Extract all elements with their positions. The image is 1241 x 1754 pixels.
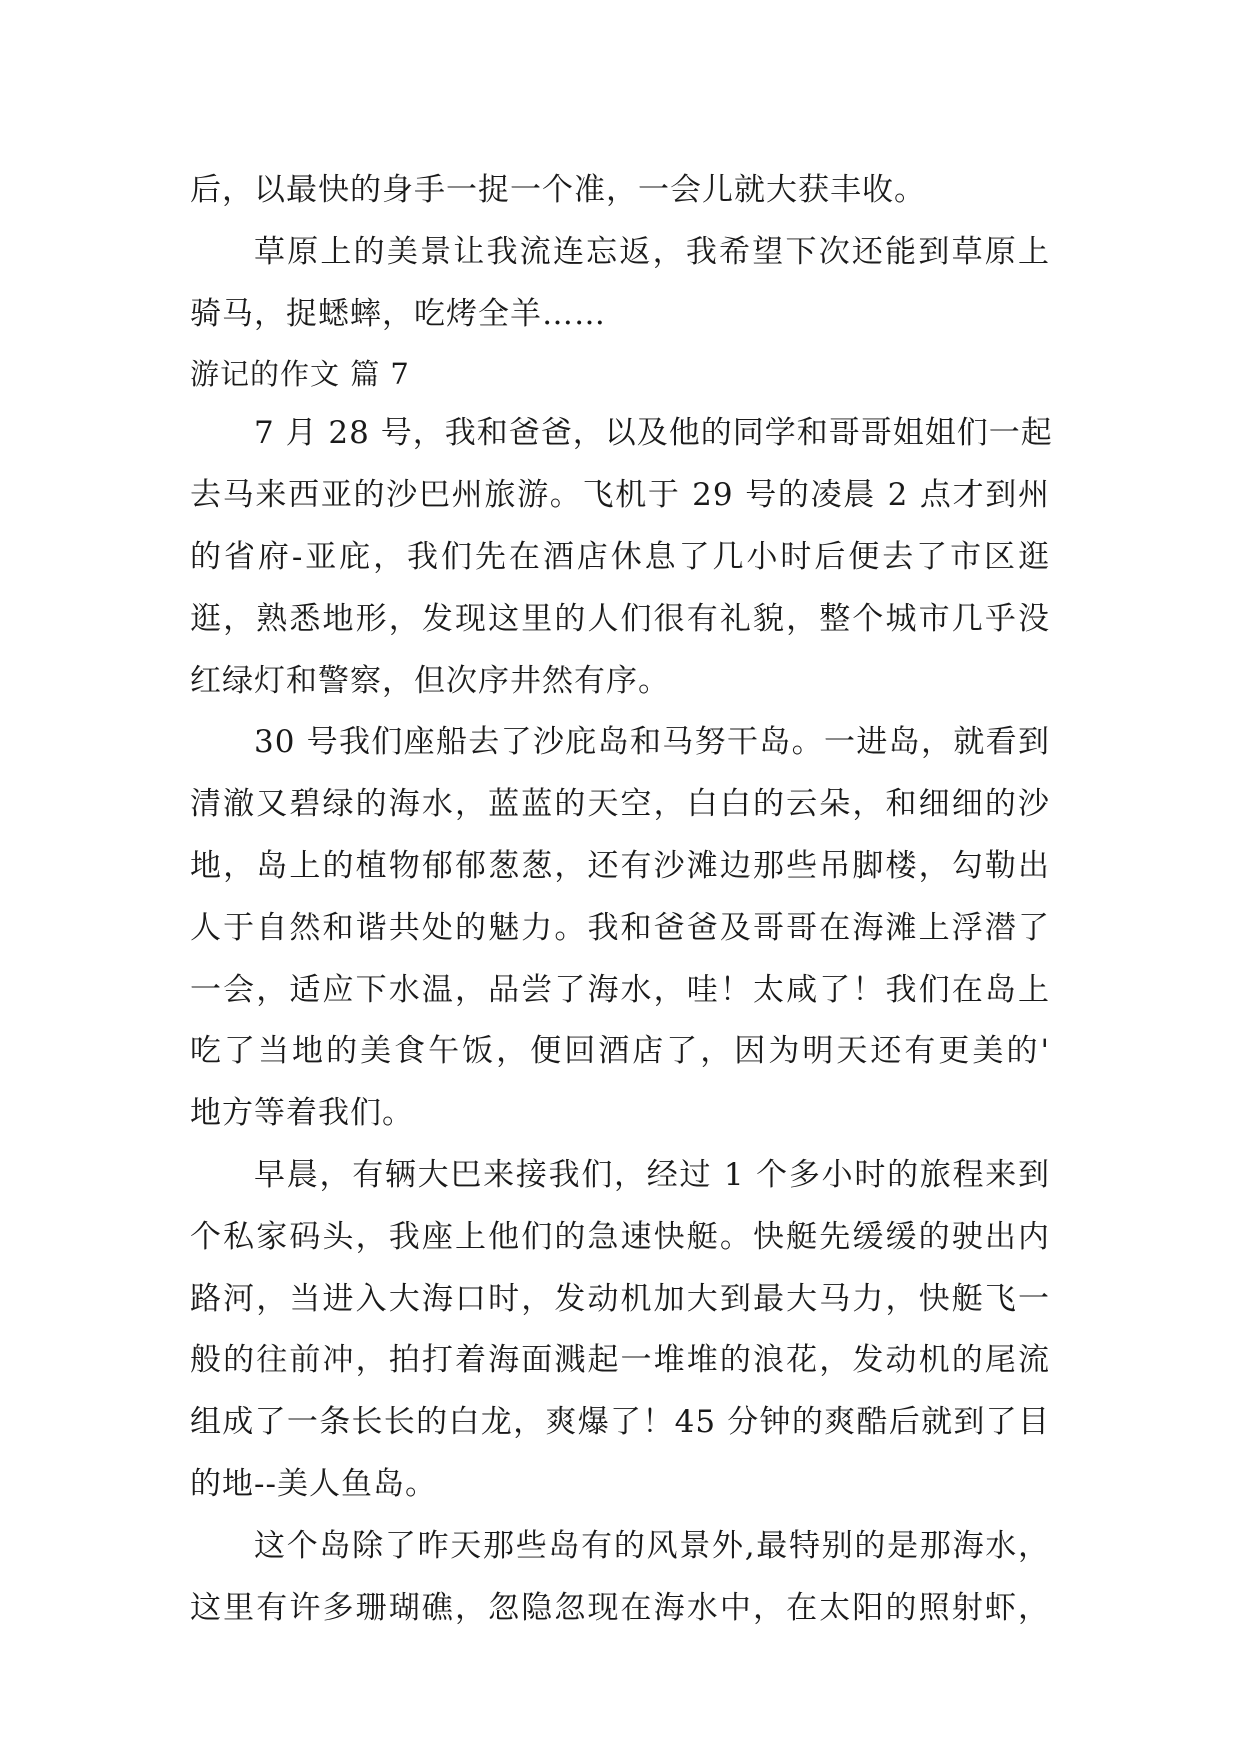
paragraph xyxy=(190,1145,1050,1516)
text-line-content: 路河，当进入大海口时，发动机加大到最大马力，快艇飞一 xyxy=(190,1280,1050,1317)
text-line-content: 般的往前冲，拍打着海面溅起一堆堆的浪花，发动机的尾流 xyxy=(190,1342,1050,1379)
text-line xyxy=(190,403,1053,465)
text-line-content: 人于自然和谐共处的魅力。我和爸爸及哥哥在海滩上浮潜了 xyxy=(190,909,1050,946)
text-line xyxy=(190,1207,1050,1269)
text-line xyxy=(190,836,1050,898)
text-line xyxy=(190,712,1050,774)
text-line-content: 早晨，有辆大巴来接我们，经过 1 个多小时的旅程来到 xyxy=(254,1156,1050,1193)
text-line xyxy=(190,774,1050,836)
text-line-content: 这个岛除了昨天那些岛有的风景外,最特别的是那海水， xyxy=(254,1527,1050,1564)
text-line xyxy=(190,651,1050,713)
text-line xyxy=(190,960,1050,1022)
text-line xyxy=(190,1516,1050,1578)
paragraph xyxy=(190,403,1053,712)
text-line-content: 7 月 28 号，我和爸爸，以及他的同学和哥哥姐姐们一起 xyxy=(254,415,1053,452)
text-line xyxy=(190,465,1050,527)
text-line-content: 地方等着我们。 xyxy=(190,1095,414,1132)
text-line-content: 的省府-亚庇，我们先在酒店休息了几小时后便去了市区逛 xyxy=(190,538,1050,575)
text-line-content: 吃了当地的美食午饭，便回酒店了，因为明天还有更美的' xyxy=(190,1033,1050,1070)
paragraph xyxy=(190,222,1050,346)
text-line-content: 的地--美人鱼岛。 xyxy=(190,1465,437,1502)
text-line xyxy=(190,1454,1050,1516)
text-line-content: 地，岛上的植物郁郁葱葱，还有沙滩边那些吊脚楼，勾勒出 xyxy=(190,847,1050,884)
section-heading: 游记的作文 篇 7 xyxy=(190,357,410,392)
text-line xyxy=(190,222,1050,284)
text-line xyxy=(190,898,1050,960)
text-line xyxy=(190,1021,1050,1083)
paragraph-fragment xyxy=(190,160,1050,222)
text-line-content: 草原上的美景让我流连忘返，我希望下次还能到草原上 xyxy=(254,233,1050,270)
text-line xyxy=(190,1578,1050,1640)
text-line-content: 个私家码头，我座上他们的急速快艇。快艇先缓缓的驶出内 xyxy=(190,1218,1050,1255)
paragraph xyxy=(190,1516,1050,1640)
text-line xyxy=(190,589,1050,651)
text-line xyxy=(190,1145,1050,1207)
text-line xyxy=(190,160,1050,222)
text-line xyxy=(190,1083,1050,1145)
text-line-content: 去马来西亚的沙巴州旅游。飞机于 29 号的凌晨 2 点才到州 xyxy=(190,477,1050,514)
text-line xyxy=(190,1330,1050,1392)
text-line-content: 一会，适应下水温，品尝了海水，哇！太咸了！我们在岛上 xyxy=(190,971,1050,1008)
text-line xyxy=(190,1392,1050,1454)
text-line-content: 红绿灯和警察，但次序井然有序。 xyxy=(190,662,670,699)
text-line xyxy=(190,1269,1050,1331)
text-line-content: 清澈又碧绿的海水，蓝蓝的天空，白白的云朵，和细细的沙 xyxy=(190,786,1050,823)
text-line-content: 组成了一条长长的白龙，爽爆了！45 分钟的爽酷后就到了目 xyxy=(190,1404,1050,1441)
text-line xyxy=(190,284,1050,346)
text-line-content: 骑马，捉蟋蟀，吃烤全羊…… xyxy=(190,295,606,332)
document-body xyxy=(190,160,1053,1639)
text-line-content: 这里有许多珊瑚礁，忽隐忽现在海水中，在太阳的照射虾， xyxy=(190,1589,1050,1626)
text-line-content: 后，以最快的身手一捉一个准，一会儿就大获丰收。 xyxy=(190,172,926,208)
text-line-content: 逛，熟悉地形，发现这里的人们很有礼貌，整个城市几乎没 xyxy=(190,600,1050,637)
paragraph xyxy=(190,712,1050,1145)
text-line xyxy=(190,527,1050,589)
text-line-content: 30 号我们座船去了沙庇岛和马努干岛。一进岛，就看到 xyxy=(254,724,1050,761)
